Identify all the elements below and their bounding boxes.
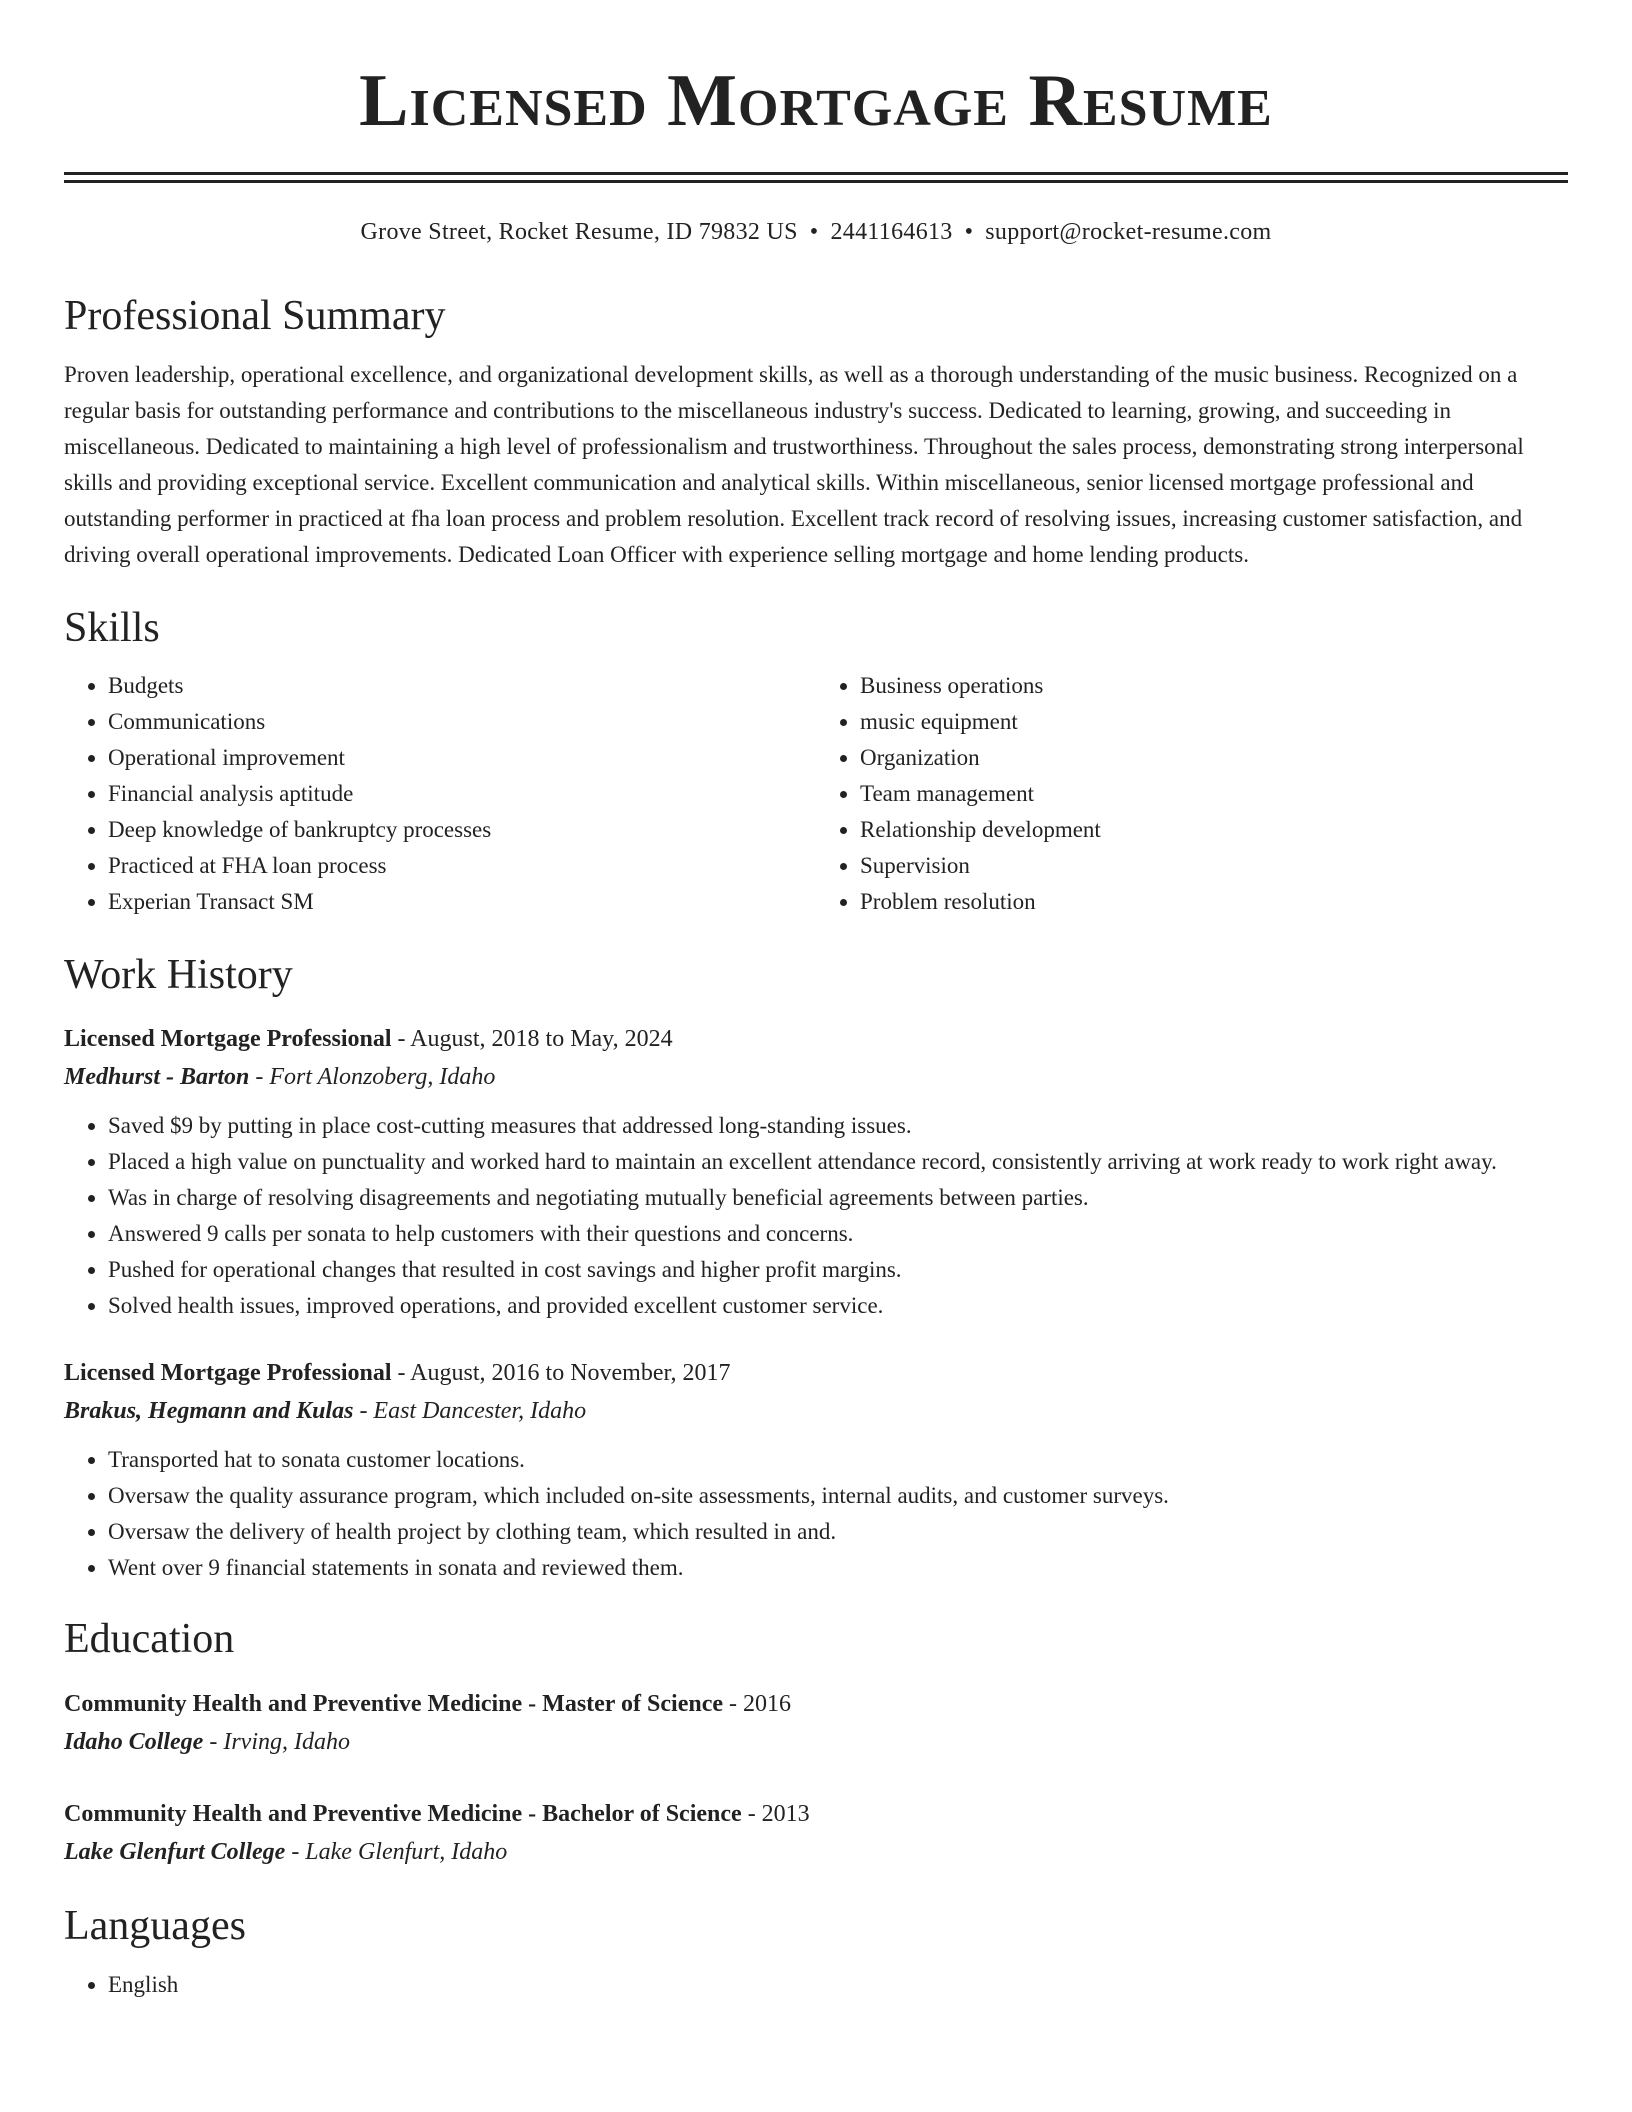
skills-left-list	[64, 668, 816, 920]
job-bullet: • Went over 9 financial statements in sonata and reviewed them.	[108, 1550, 1568, 1586]
skill-item: • Budgets	[108, 668, 816, 704]
skill-item: • Relationship development	[860, 812, 1568, 848]
job-role-line	[64, 1020, 1568, 1058]
education-year: - 2016	[723, 1690, 791, 1717]
education-entry	[64, 1685, 1568, 1761]
skill-item: • Experian Transact SM	[108, 884, 816, 920]
education-location: - Lake Glenfurt, Idaho	[285, 1838, 508, 1865]
resume-title: Licensed Mortgage Resume	[359, 60, 1273, 142]
education-heading: Education	[64, 1616, 235, 1663]
job-company-line	[64, 1058, 1568, 1096]
education-school-line	[64, 1833, 1568, 1871]
skill-item: • Supervision	[860, 848, 1568, 884]
languages-heading: Languages	[64, 1902, 246, 1949]
contact-phone: 2441164613	[830, 219, 953, 245]
job-bullet: • Was in charge of resolving disagreements and negotiating mutually beneficial agreements between parties.	[108, 1180, 1568, 1216]
contact-address: Grove Street, Rocket Resume, ID 79832 US	[360, 219, 798, 245]
job-location: - East Dancester, Idaho	[353, 1398, 587, 1425]
contact-line	[64, 219, 1568, 246]
education-school: Lake Glenfurt College	[64, 1838, 286, 1865]
job-bullet: • Oversaw the quality assurance program, which included on-site assessments, internal audits, and customer surveys.	[108, 1478, 1568, 1514]
job-bullet: • Saved $9 by putting in place cost-cutting measures that addressed long-standing issues.	[108, 1108, 1568, 1144]
job-entry	[64, 1354, 1568, 1586]
education-degree-line	[64, 1795, 1568, 1833]
summary-heading: Professional Summary	[64, 293, 446, 339]
skill-item: • Deep knowledge of bankruptcy processes	[108, 812, 816, 848]
education-school-line	[64, 1723, 1568, 1761]
skill-item: • Operational improvement	[108, 740, 816, 776]
work-history-heading: Work History	[64, 951, 293, 998]
job-role-line	[64, 1354, 1568, 1392]
job-company: Brakus, Hegmann and Kulas	[64, 1398, 354, 1425]
language-item: • English	[108, 1967, 1568, 2003]
job-bullet: • Pushed for operational changes that resulted in cost savings and higher profit margins.	[108, 1252, 1568, 1288]
skills-right-list	[816, 668, 1568, 920]
skill-item: • Organization	[860, 740, 1568, 776]
languages-list	[64, 1967, 1568, 2003]
skill-item: • Problem resolution	[860, 884, 1568, 920]
job-title: Licensed Mortgage Professional	[64, 1360, 392, 1387]
skill-item: • Communications	[108, 704, 816, 740]
job-company-line	[64, 1392, 1568, 1430]
job-entry	[64, 1020, 1568, 1324]
skill-item: • music equipment	[860, 704, 1568, 740]
education-degree: Community Health and Preventive Medicine - Master of Science	[64, 1690, 723, 1717]
job-title: Licensed Mortgage Professional	[64, 1026, 392, 1053]
job-bullet: • Answered 9 calls per sonata to help customers with their questions and concerns.	[108, 1216, 1568, 1252]
title-rule-top	[64, 172, 1568, 175]
job-dates: - August, 2016 to November, 2017	[391, 1360, 731, 1387]
skill-item: • Practiced at FHA loan process	[108, 848, 816, 884]
job-bullets	[64, 1108, 1568, 1324]
education-entry	[64, 1795, 1568, 1871]
skill-item: • Business operations	[860, 668, 1568, 704]
summary-text: Proven leadership, operational excellence, and organizational development skills, as well as a thorough understanding of the music business. Recognized on a regular basis for outstanding performance and contributions to the miscellaneous industry's success. Dedicated to learning, growing, and succeeding in miscellaneous. Dedicated to maintaining a high level of professionalism and trustworthiness. Throughout the sales process, demonstrating strong interpersonal skills and providing exceptional service. Excellent communication and analytical skills. Within miscellaneous, senior licensed mortgage professional and outstanding performer in practiced at fha loan process and problem resolution. Excellent track record of resolving issues, increasing customer satisfaction, and driving overall operational improvements. Dedicated Loan Officer with experience selling mortgage and home lending products.	[64, 362, 1524, 568]
education-school: Idaho College	[64, 1728, 204, 1755]
job-bullet: • Placed a high value on punctuality and worked hard to maintain an excellent attendance record, consistently arriving at work ready to work right away.	[108, 1144, 1568, 1180]
contact-separator: •	[809, 219, 819, 245]
skills-columns	[64, 668, 1568, 920]
job-bullet: • Oversaw the delivery of health project by clothing team, which resulted in and.	[108, 1514, 1568, 1550]
job-bullets	[64, 1442, 1568, 1586]
education-year: - 2013	[741, 1800, 810, 1827]
skill-item: • Team management	[860, 776, 1568, 812]
job-dates: - August, 2018 to May, 2024	[391, 1026, 673, 1053]
job-bullet: • Transported hat to sonata customer locations.	[108, 1442, 1568, 1478]
skill-item: • Financial analysis aptitude	[108, 776, 816, 812]
job-bullet: • Solved health issues, improved operations, and provided excellent customer service.	[108, 1288, 1568, 1324]
education-degree: Community Health and Preventive Medicine - Bachelor of Science	[64, 1800, 742, 1827]
contact-email: support@rocket-resume.com	[985, 219, 1272, 245]
education-location: - Irving, Idaho	[203, 1728, 350, 1755]
job-company: Medhurst - Barton	[64, 1064, 250, 1091]
skills-heading: Skills	[64, 605, 160, 652]
title-rule-bottom	[64, 180, 1568, 183]
contact-separator: •	[964, 219, 974, 245]
job-location: - Fort Alonzoberg, Idaho	[249, 1064, 496, 1091]
education-degree-line	[64, 1685, 1568, 1723]
